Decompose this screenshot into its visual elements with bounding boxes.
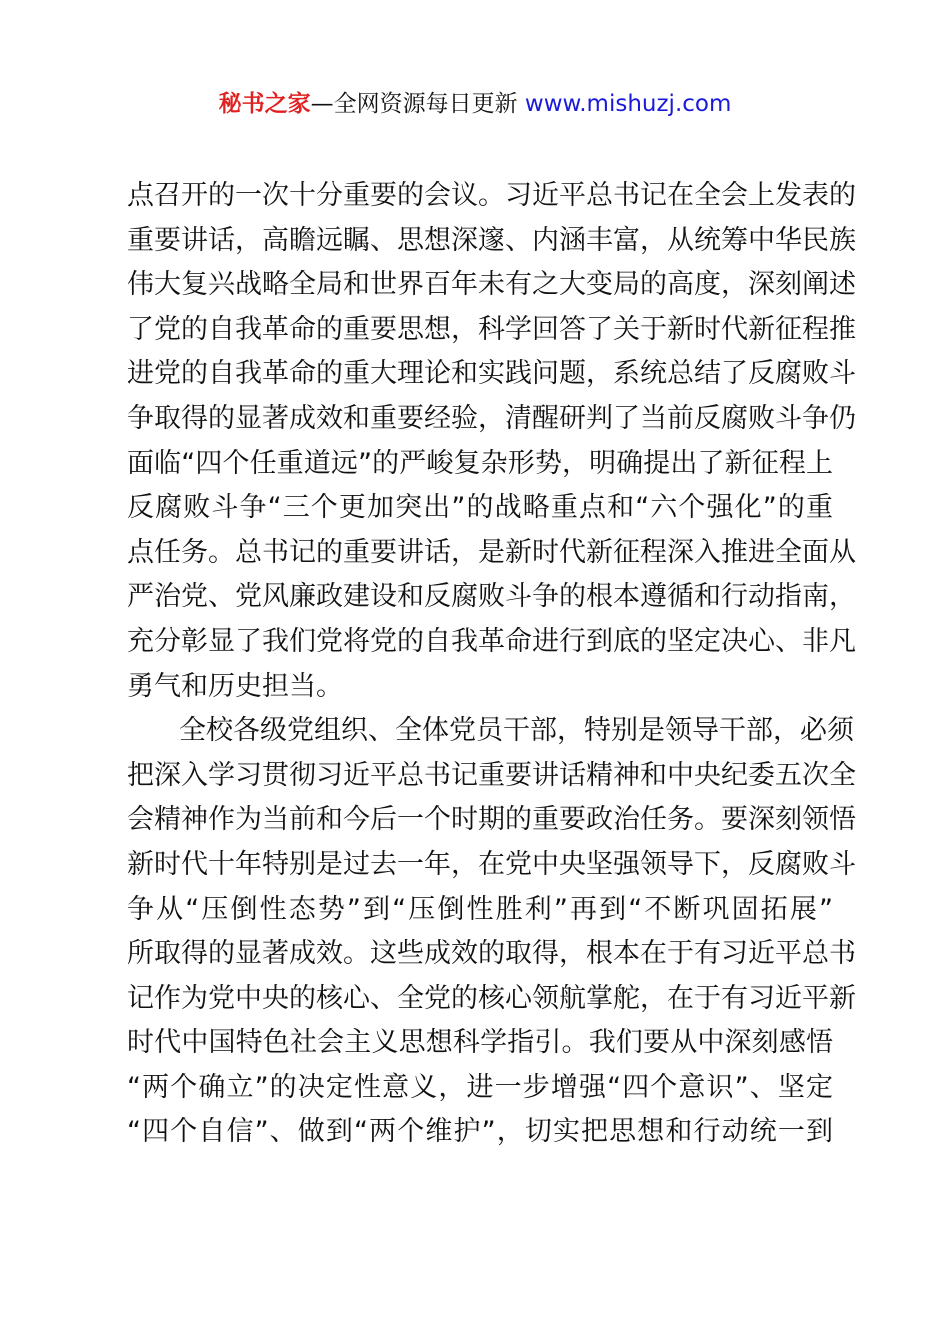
site-header (0, 86, 950, 122)
text-line: 争从“压倒性态势”到“压倒性胜利”再到“不断巩固拓展” (127, 893, 833, 925)
text-line: 反腐败斗争“三个更加突出”的战略重点和“六个强化”的重 (127, 492, 833, 524)
text-line: 充分彰显了我们党将党的自我革命进行到底的坚定决心、非凡 (127, 625, 856, 657)
text-line: 点任务。总书记的重要讲话，是新时代新征程深入推进全面从 (127, 536, 856, 568)
text-line: 点召开的一次十分重要的会议。习近平总书记在全会上发表的 (127, 180, 856, 211)
text-line: 记作为党中央的核心、全党的核心领航掌舵，在于有习近平新 (127, 982, 856, 1014)
text-line: 所取得的显著成效。这些成效的取得，根本在于有习近平总书 (127, 938, 856, 970)
text-line: 争取得的显著成效和重要经验，清醒研判了当前反腐败斗争仍 (127, 402, 856, 434)
text-line: 严治党、党风廉政建设和反腐败斗争的根本遵循和行动指南， (127, 581, 856, 613)
site-url-link[interactable]: www.mishuzj.com (524, 91, 732, 117)
text-line: 进党的自我革命的重大理论和实践问题，系统总结了反腐败斗 (127, 358, 856, 390)
text-line: 勇气和历史担当。 (127, 670, 343, 702)
text-line: “四个自信”、做到“两个维护”，切实把思想和行动统一到 (127, 1116, 833, 1148)
paragraph-first-line: 全校各级党组织、全体党员干部，特别是领导干部，必须 (179, 715, 854, 747)
text-line: 把深入学习贯彻习近平总书记重要讲话精神和中央纪委五次全 (127, 759, 856, 791)
text-line: 时代中国特色社会主义思想科学指引。我们要从中深刻感悟 (127, 1027, 833, 1059)
brand-name: 秘书之家 (218, 91, 311, 117)
text-line: 新时代十年特别是过去一年，在党中央坚强领导下，反腐败斗 (127, 848, 856, 880)
document-body (127, 174, 856, 1155)
text-line: 重要讲话，高瞻远瞩、思想深邃、内涵丰富，从统筹中华民族 (127, 224, 856, 256)
text-line: “两个确立”的决定性意义，进一步增强“四个意识”、坚定 (127, 1071, 833, 1103)
text-line: 伟大复兴战略全局和世界百年未有之大变局的高度，深刻阐述 (127, 269, 856, 301)
text-line: 面临“四个任重道远”的严峻复杂形势，明确提出了新征程上 (127, 447, 833, 479)
header-tagline: —全网资源每日更新 (310, 91, 525, 117)
text-line: 了党的自我革命的重要思想，科学回答了关于新时代新征程推 (127, 313, 856, 345)
text-line: 会精神作为当前和今后一个时期的重要政治任务。要深刻领悟 (127, 804, 856, 836)
